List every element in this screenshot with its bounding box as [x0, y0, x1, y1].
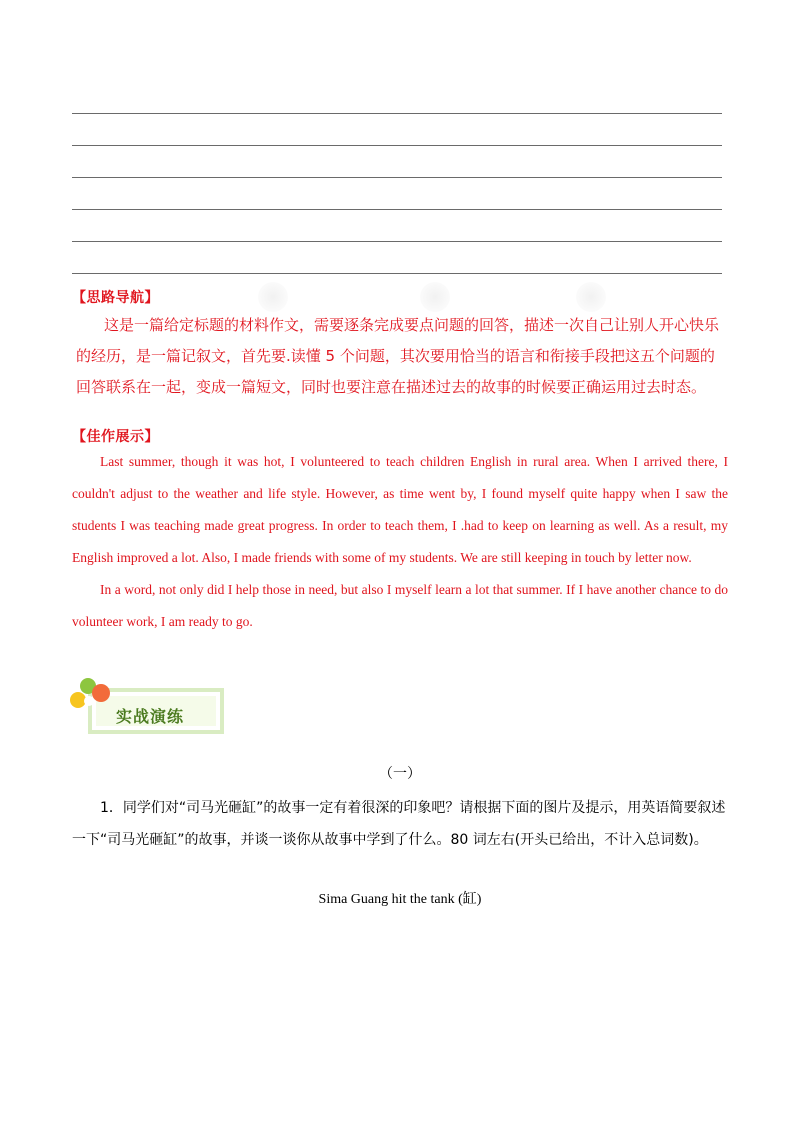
writing-line [72, 273, 722, 274]
watermark-mark [420, 282, 450, 312]
guide-text [76, 310, 728, 403]
guide-paragraph: 这是一篇给定标题的材料作文，需要逐条完成要点问题的回答，描述一次自己让别人开心快乐的经历，是一篇记叙文，首先要.读懂 5 个问题，其次要用恰当的语言和衔接手段把这五个问题的回答联系在一起，变成一篇短文，同时也要注意在描述过去的故事的时候要正确运用过去时态。 [76, 316, 720, 396]
banner-dot-small [84, 696, 94, 706]
writing-line [72, 113, 722, 114]
watermark-mark [576, 282, 606, 312]
essay-paragraph-2: In a word, not only did I help those in need, but also I myself learn a lot that summer. If I have another chance to do volunteer work, I am ready to go. [72, 582, 728, 629]
guide-heading: 【思路导航】 [72, 290, 159, 306]
banner-label: 实战演练 [116, 707, 185, 726]
writing-line [72, 209, 722, 210]
writing-line [72, 241, 722, 242]
section-number: （一） [379, 766, 421, 782]
essay-paragraph-1: Last summer, though it was hot, I volunteered to teach children English in rural area. When I arrived there, I couldn't adjust to the weather and life style. However, as time went by, I found myself quite happy when I saw the students I was teaching made great progress. In order to teach them, I .had to keep on learning as well. As a result, my English improved a lot. Also, I made friends with some of my students. We are still keeping in touch by letter now. [72, 454, 728, 565]
sample-heading: 【佳作展示】 [72, 429, 159, 445]
writing-line [72, 177, 722, 178]
watermark-mark [258, 282, 288, 312]
writing-line [72, 145, 722, 146]
question-text: 1．同学们对“司马光砸缸”的故事一定有着很深的印象吧？请根据下面的图片及提示，用英语简要叙述一下“司马光砸缸”的故事，并谈一谈你从故事中学到了什么。80 词左右(开头已给出，不计入总词数)。 [72, 800, 726, 848]
banner-dot-orange [92, 684, 110, 702]
image-caption: Sima Guang hit the tank (缸) [318, 892, 482, 907]
practice-banner [70, 676, 230, 740]
question-block [72, 792, 728, 856]
sample-essay [72, 446, 728, 638]
